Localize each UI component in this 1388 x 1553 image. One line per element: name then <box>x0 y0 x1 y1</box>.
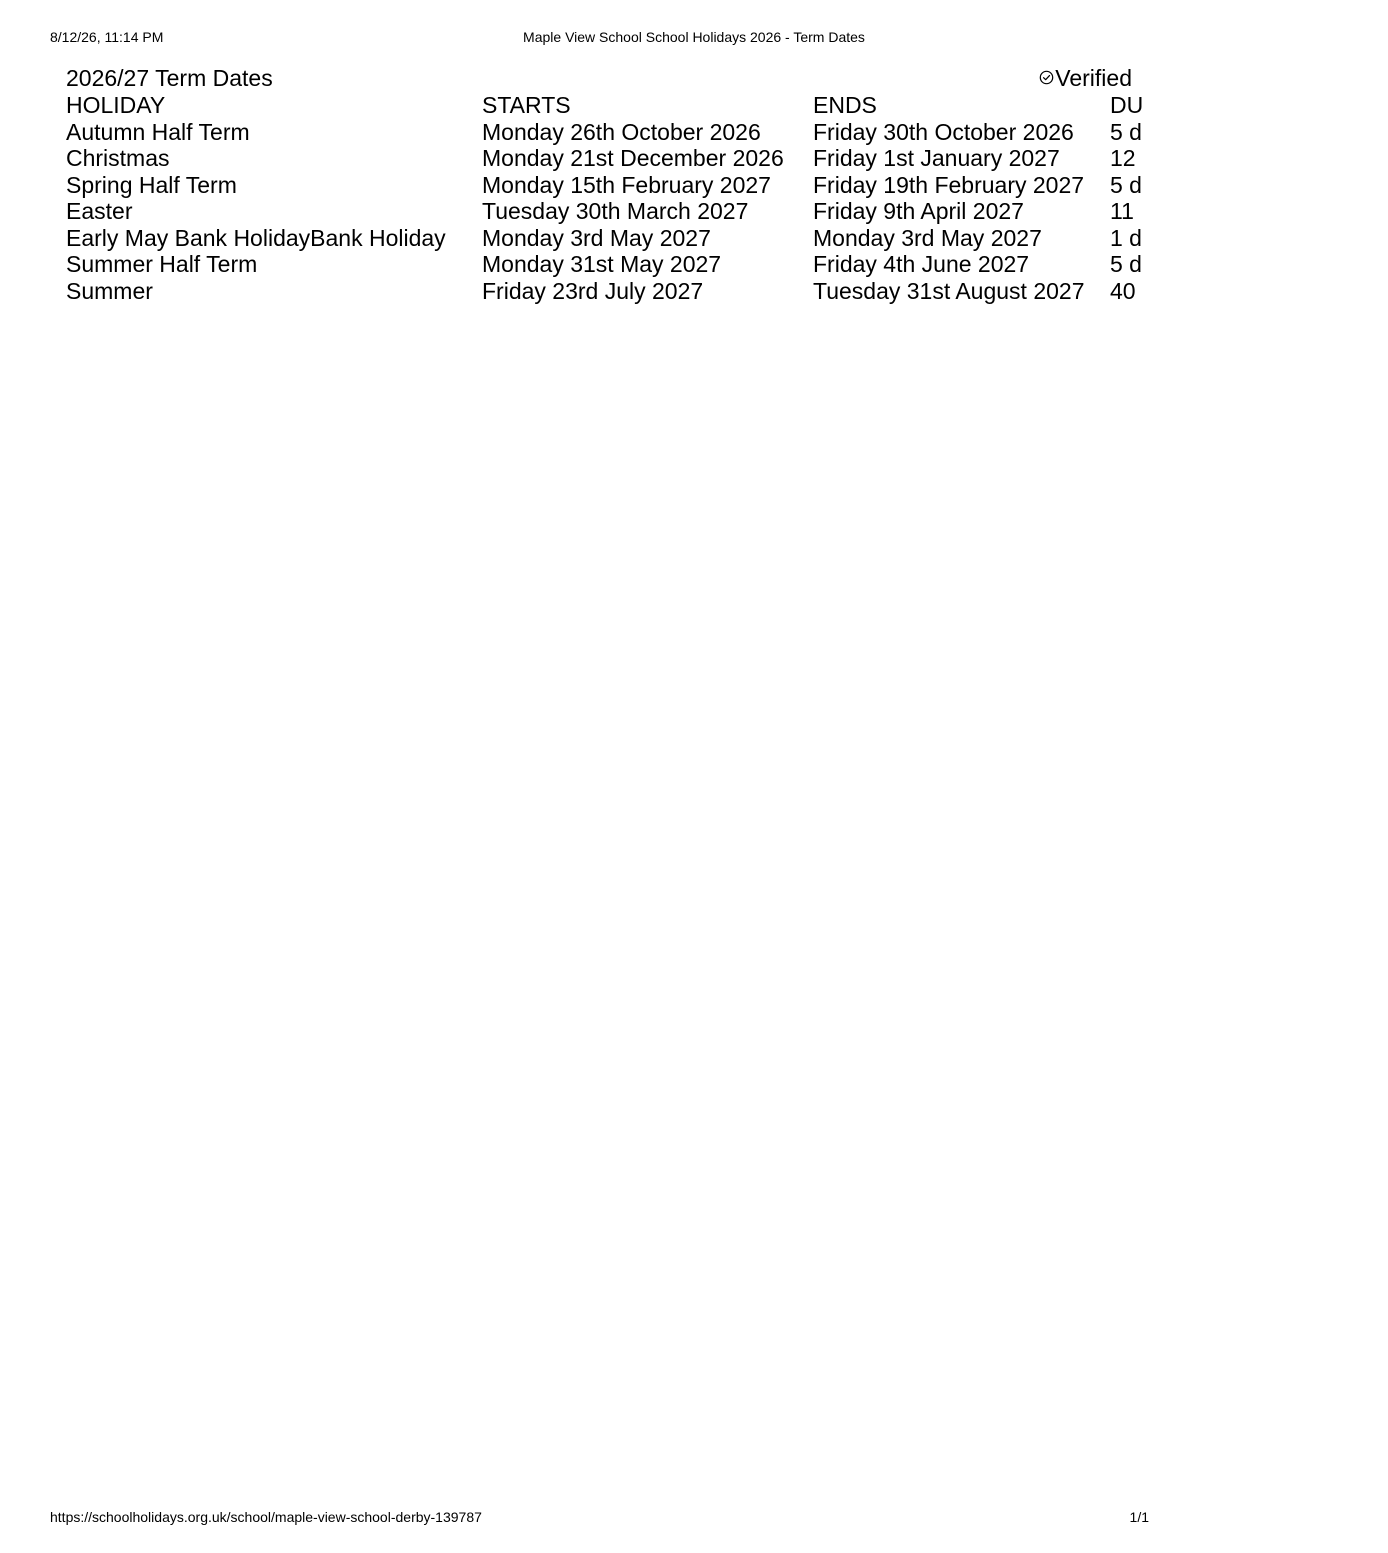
table-row <box>66 278 1216 305</box>
holiday-name: Easter <box>66 198 133 224</box>
term-dates-section <box>66 64 1144 304</box>
term-dates-table <box>66 92 1216 304</box>
print-page-title: Maple View School School Holidays 2026 - Term Dates <box>523 29 865 45</box>
column-header-starts: STARTS <box>482 92 571 118</box>
holiday-name: Early May Bank HolidayBank Holiday <box>66 224 446 251</box>
table-row <box>66 119 1216 146</box>
start-date: Monday 3rd May 2027 <box>482 224 711 251</box>
table-row <box>66 172 1216 199</box>
column-header-duration: DU <box>1110 92 1144 118</box>
print-source-url: https://schoolholidays.org.uk/school/maple-view-school-derby-139787 <box>50 1509 482 1525</box>
end-date: Friday 9th April 2027 <box>813 198 1024 224</box>
verified-badge <box>1039 65 1132 92</box>
start-date: Monday 31st May 2027 <box>482 251 722 277</box>
term-dates-title: 2026/27 Term Dates <box>66 65 273 91</box>
term-dates-header <box>66 64 1133 92</box>
duration: 12 <box>1110 145 1136 171</box>
table-row <box>66 225 1216 252</box>
print-page-number: 1/1 <box>1129 1509 1149 1525</box>
holiday-name: Spring Half Term <box>66 171 237 198</box>
table-header-row <box>66 92 1216 119</box>
end-date: Monday 3rd May 2027 <box>813 224 1042 251</box>
duration: 5 d <box>1110 251 1142 277</box>
start-date: Tuesday 30th March 2027 <box>482 198 749 224</box>
duration: 1 d <box>1110 224 1142 251</box>
end-date: Friday 1st January 2027 <box>813 145 1060 171</box>
column-header-holiday: HOLIDAY <box>66 92 166 118</box>
holiday-name: Summer Half Term <box>66 251 258 277</box>
holiday-name: Autumn Half Term <box>66 118 250 145</box>
duration: 40 <box>1110 277 1136 304</box>
end-date: Tuesday 31st August 2027 <box>813 277 1085 304</box>
start-date: Monday 26th October 2026 <box>482 118 761 145</box>
end-date: Friday 30th October 2026 <box>813 118 1074 145</box>
holiday-name: Summer <box>66 277 153 304</box>
print-datetime: 8/12/26, 11:14 PM <box>50 29 164 45</box>
table-row <box>66 198 1216 225</box>
end-date: Friday 19th February 2027 <box>813 171 1085 198</box>
table-row <box>66 145 1216 172</box>
verified-label: Verified <box>1055 65 1132 91</box>
column-header-ends: ENDS <box>813 92 877 118</box>
duration: 11 <box>1110 198 1134 224</box>
check-circle-icon <box>1039 70 1054 85</box>
start-date: Monday 21st December 2026 <box>482 145 784 171</box>
duration: 5 d <box>1110 171 1142 198</box>
start-date: Monday 15th February 2027 <box>482 171 771 198</box>
end-date: Friday 4th June 2027 <box>813 251 1030 277</box>
duration: 5 d <box>1110 118 1142 145</box>
holiday-name: Christmas <box>66 145 170 171</box>
start-date: Friday 23rd July 2027 <box>482 277 704 304</box>
table-row <box>66 251 1216 278</box>
